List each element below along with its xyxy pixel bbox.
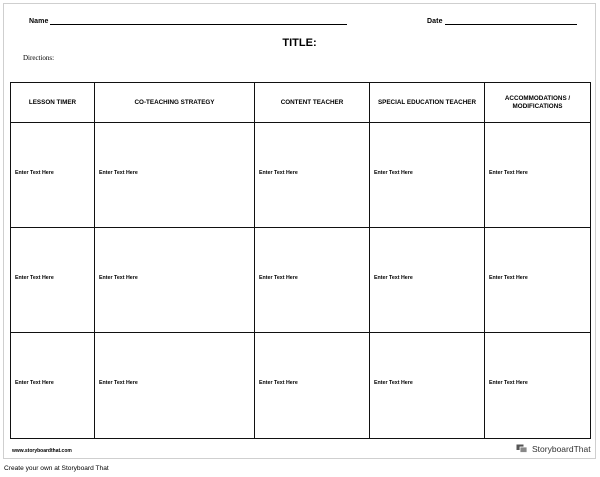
table-cell[interactable]: Enter Text Here xyxy=(94,332,255,439)
date-field[interactable] xyxy=(445,24,577,25)
page-title[interactable]: TITLE: xyxy=(282,37,317,49)
column-header-special-education-teacher: SPECIAL EDUCATION TEACHER xyxy=(369,82,485,123)
directions-label[interactable]: Directions: xyxy=(23,54,55,62)
create-your-own-link[interactable]: Create your own at Storyboard That xyxy=(4,465,109,472)
column-header-co-teaching-strategy: CO-TEACHING STRATEGY xyxy=(94,82,255,123)
table-cell[interactable]: Enter Text Here xyxy=(10,332,95,439)
table-cell[interactable]: Enter Text Here xyxy=(369,332,485,439)
table-cell[interactable]: Enter Text Here xyxy=(94,227,255,333)
table-cell[interactable]: Enter Text Here xyxy=(484,332,591,439)
table-cell[interactable]: Enter Text Here xyxy=(369,227,485,333)
date-label: Date xyxy=(427,18,443,25)
table-cell[interactable]: Enter Text Here xyxy=(10,122,95,228)
name-field[interactable] xyxy=(50,24,347,25)
table-cell[interactable]: Enter Text Here xyxy=(484,227,591,333)
table-cell[interactable]: Enter Text Here xyxy=(254,122,370,228)
column-header-lesson-timer: LESSON TIMER xyxy=(10,82,95,123)
website-url: www.storyboardthat.com xyxy=(12,448,72,454)
name-label: Name xyxy=(29,18,49,25)
column-header-accommodations-modifications: ACCOMMODATIONS / MODIFICATIONS xyxy=(484,82,591,123)
table-cell[interactable]: Enter Text Here xyxy=(369,122,485,228)
table-cell[interactable]: Enter Text Here xyxy=(10,227,95,333)
table-cell[interactable]: Enter Text Here xyxy=(484,122,591,228)
storyboardthat-logo xyxy=(516,444,591,454)
co-teaching-table xyxy=(10,82,591,439)
table-cell[interactable]: Enter Text Here xyxy=(94,122,255,228)
column-header-content-teacher: CONTENT TEACHER xyxy=(254,82,370,123)
table-cell[interactable]: Enter Text Here xyxy=(254,227,370,333)
table-cell[interactable]: Enter Text Here xyxy=(254,332,370,439)
brand-name: StoryboardThat xyxy=(532,444,591,454)
storyboard-logo-icon xyxy=(516,444,528,454)
